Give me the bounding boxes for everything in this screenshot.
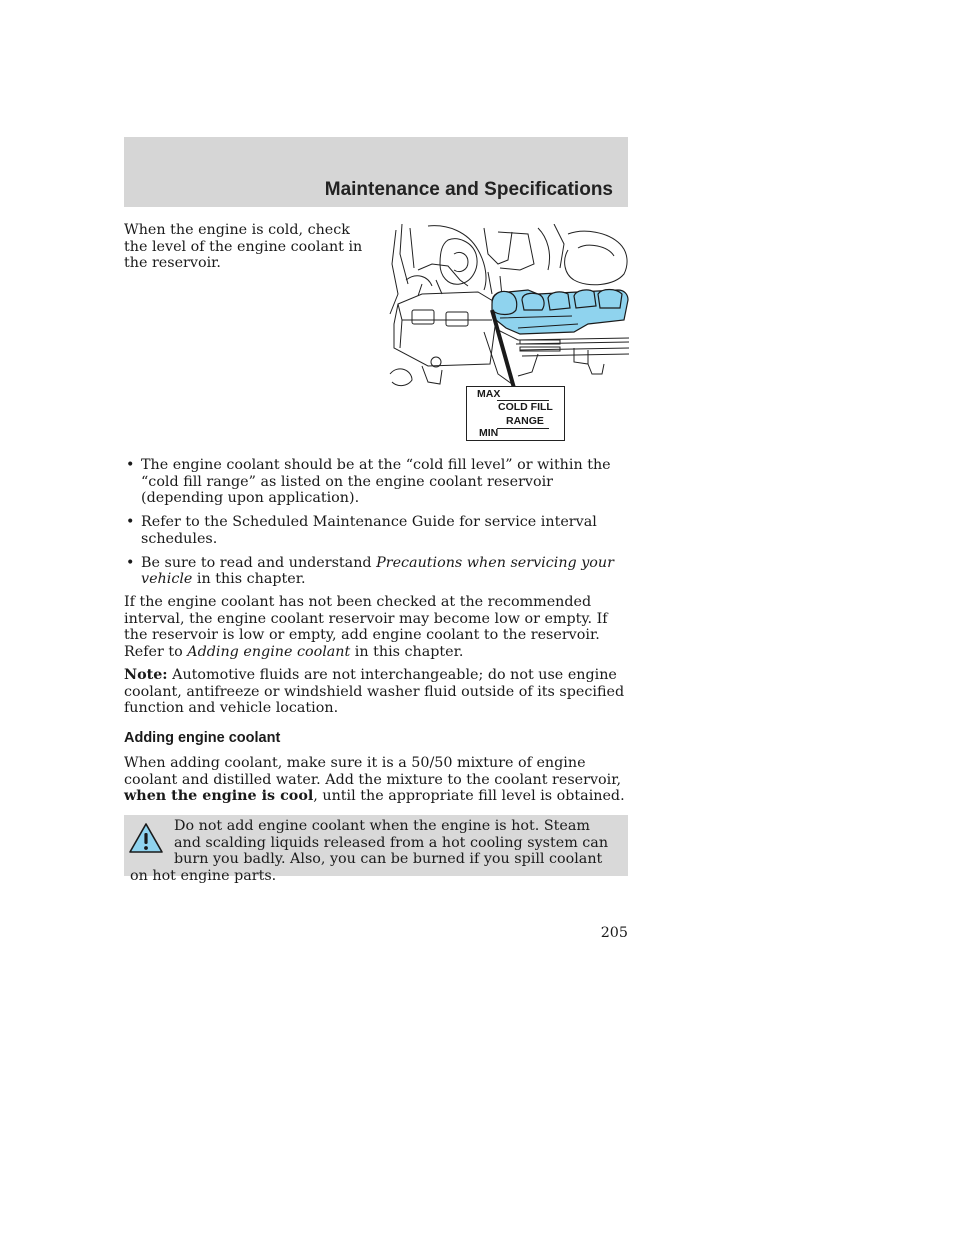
legend-range-label-line1: COLD FILL bbox=[498, 401, 553, 413]
warning-triangle-icon bbox=[128, 822, 164, 854]
section-title: Maintenance and Specifications bbox=[324, 179, 613, 200]
legend-max-label: MAX bbox=[477, 388, 501, 400]
legend-min-label: MIN bbox=[479, 427, 499, 439]
section-header-band bbox=[124, 137, 628, 207]
coolant-fill-range-legend bbox=[466, 386, 565, 441]
warning-box bbox=[124, 815, 628, 884]
list-item: • Refer to the Scheduled Maintenance Guide for service interval schedules. bbox=[124, 514, 629, 547]
intro-paragraph: When the engine is cold, check the level of the engine coolant in the reservoir. bbox=[124, 222, 363, 271]
adding-coolant-paragraph: When adding coolant, make sure it is a 50/50 mixture of engine coolant and distilled water. Add the mixture to the coolant reservoir, when the engine is cool, until the appropriate fill level is obtained. bbox=[124, 755, 625, 804]
legend-min-line bbox=[497, 428, 549, 429]
bullet-list bbox=[124, 457, 629, 595]
list-item: • Be sure to read and understand Precautions when servicing your vehicle in this chapter. bbox=[124, 555, 629, 588]
warning-paragraph: Do not add engine coolant when the engine is hot. Steam and scalding liquids released from a hot cooling system can burn you badly. Also, you can be burned if you spill coolant on hot engine parts. bbox=[130, 818, 609, 884]
note-paragraph: Note: Automotive fluids are not interchangeable; do not use engine coolant, antifreeze or windshield washer fluid outside of its specified function and vehicle location. bbox=[124, 667, 625, 716]
subheading-adding-engine-coolant: Adding engine coolant bbox=[124, 730, 281, 746]
legend-range-label-line2: RANGE bbox=[506, 415, 544, 427]
list-item: • The engine coolant should be at the “cold fill level” or within the “cold fill range” as listed on the engine coolant reservoir (depending upon application). bbox=[124, 457, 629, 507]
page-number: 205 bbox=[600, 925, 628, 941]
check-interval-paragraph: If the engine coolant has not been checked at the recommended interval, the engine coolant reservoir may become low or empty. If the reservoir is low or empty, add engine coolant to the reservoir. Refer to Adding engine coolant in this chapter. bbox=[124, 594, 608, 660]
